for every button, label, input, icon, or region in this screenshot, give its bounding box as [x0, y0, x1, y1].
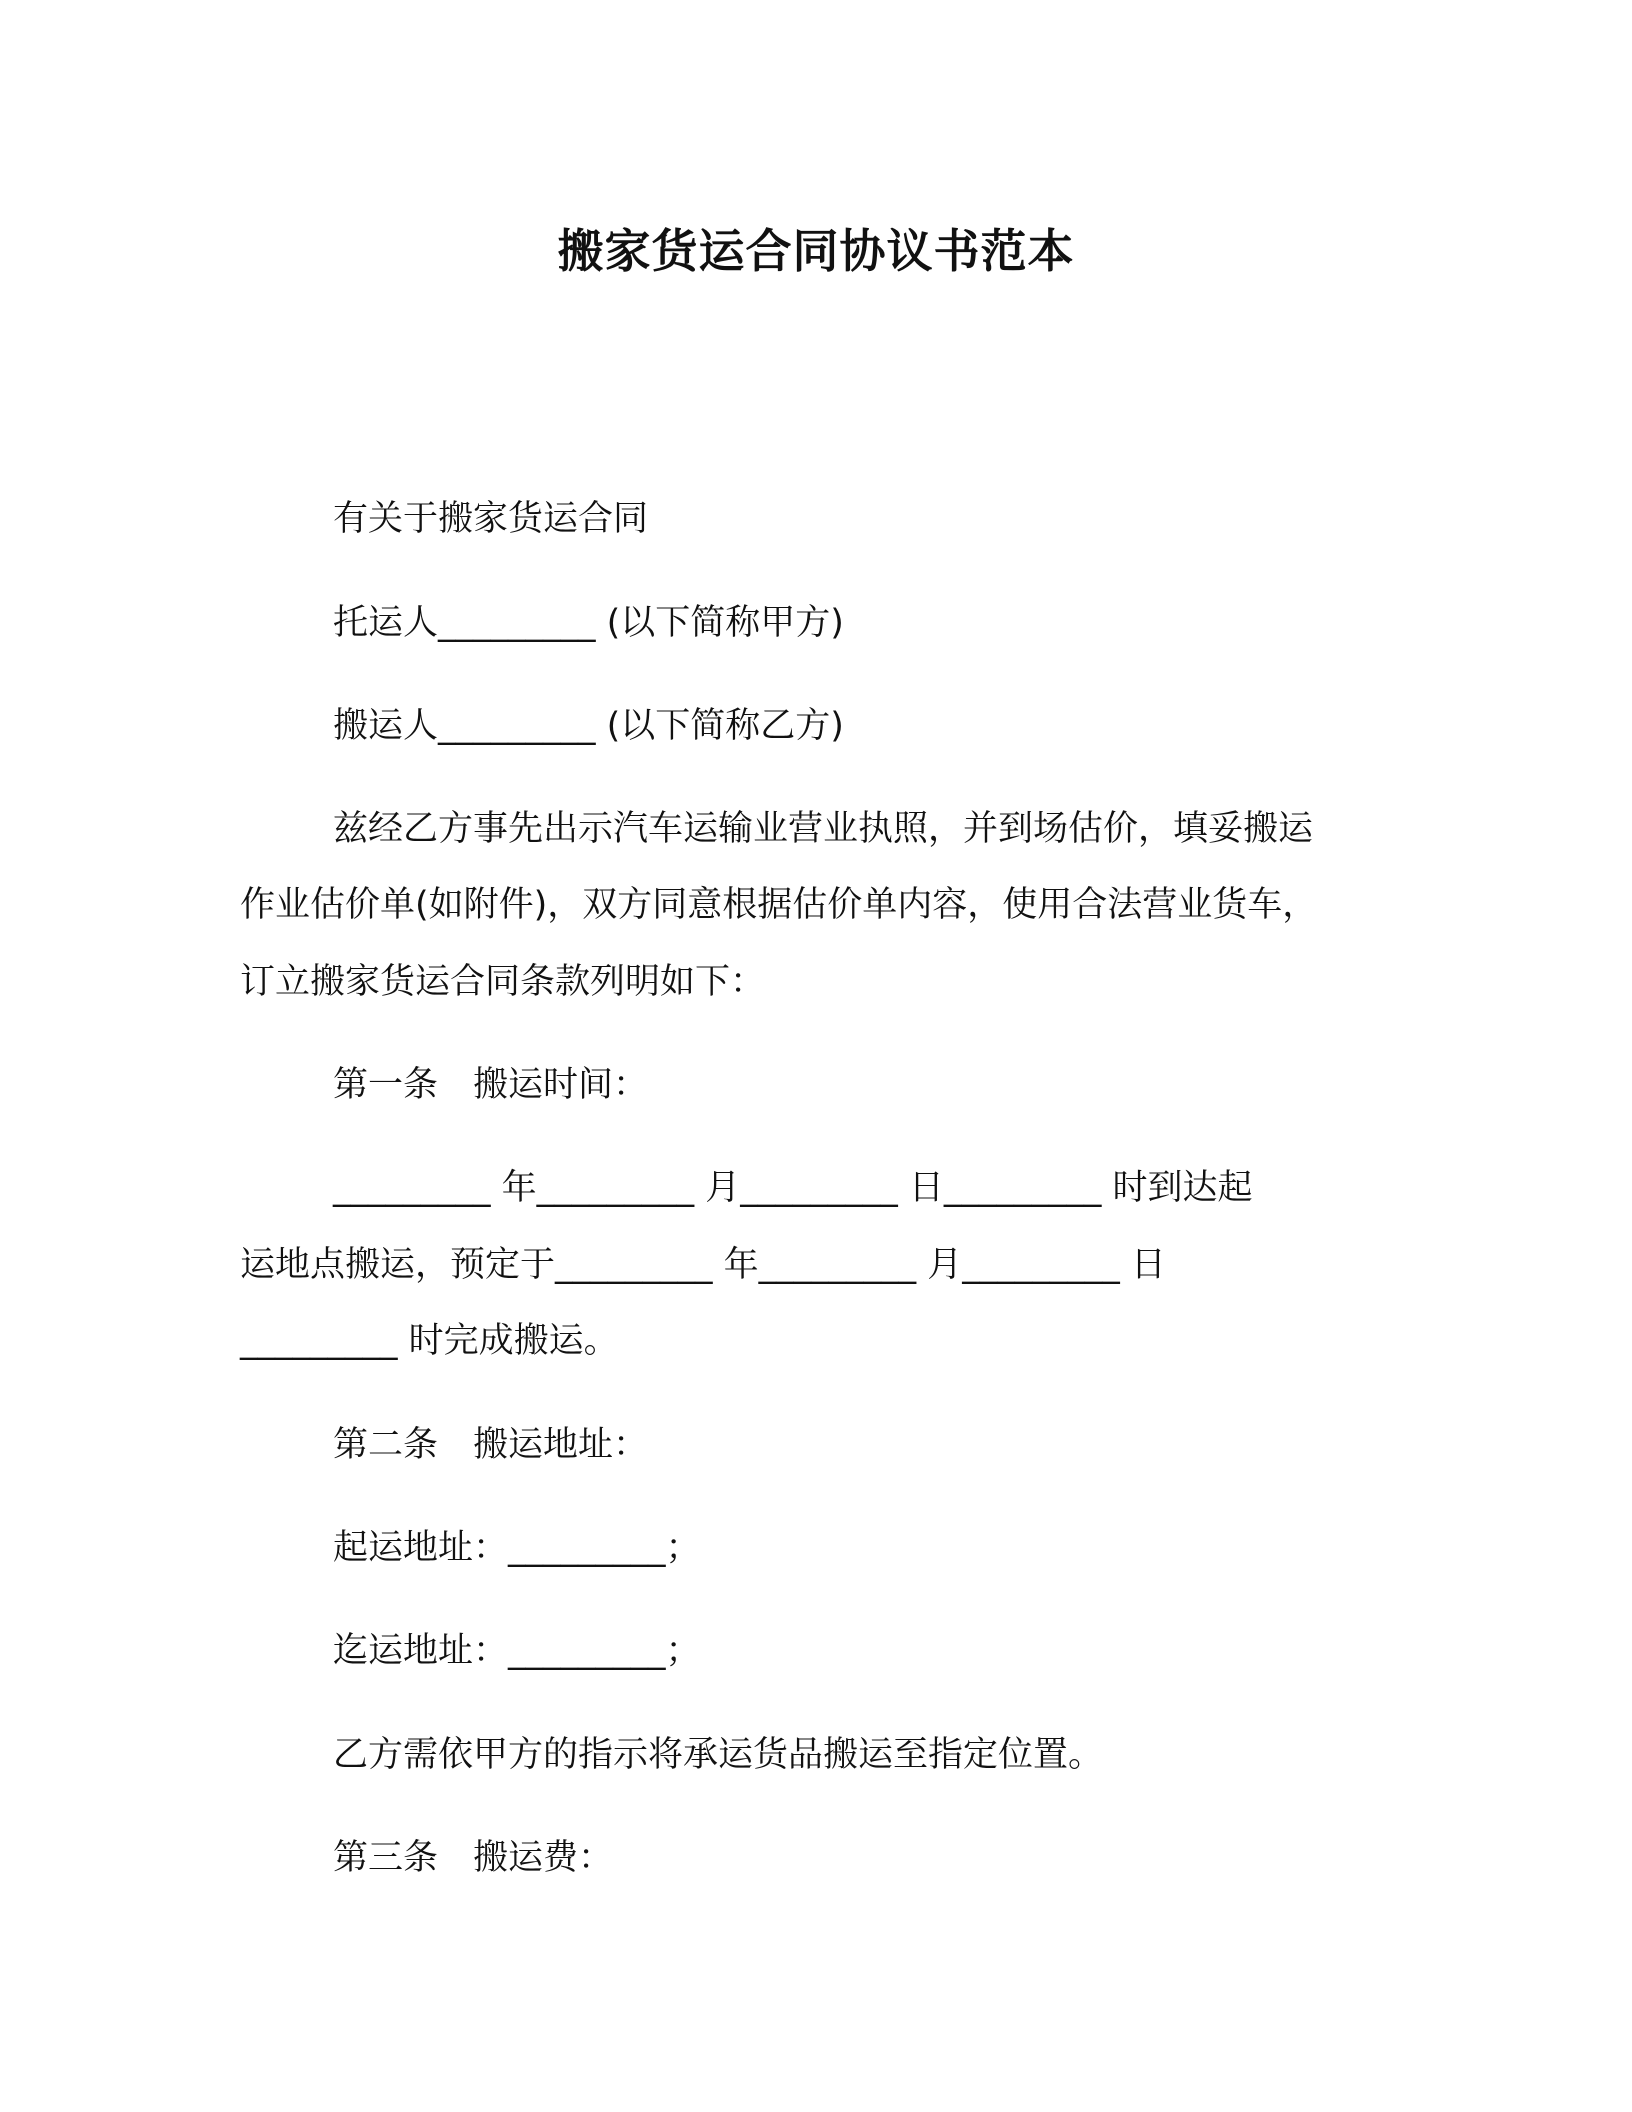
origin-address-line: 起运地址：_________； [333, 1528, 701, 1568]
consignor-line: 托运人_________ (以下简称甲方) [333, 603, 844, 643]
carrier-line: 搬运人_________ (以下简称乙方) [333, 706, 844, 746]
preamble-line-2: 作业估价单(如附件)，双方同意根据估价单内容，使用合法营业货车， [240, 885, 1318, 925]
article-2-heading: 第二条 搬运地址： [333, 1425, 649, 1465]
article-1-line-3: _________ 时完成搬运。 [240, 1321, 619, 1361]
article-1-line-1: _________ 年_________ 月_________ 日_________ 时到达起 [333, 1168, 1253, 1208]
document-title: 搬家货运合同协议书范本 [557, 224, 1075, 278]
preamble-line-3: 订立搬家货运合同条款列明如下： [240, 962, 766, 1002]
article-1-line-2: 运地点搬运，预定于_________ 年_________ 月_________ 日 [240, 1245, 1166, 1285]
article-2-note: 乙方需依甲方的指示将承运货品搬运至指定位置。 [333, 1735, 1104, 1775]
article-1-heading: 第一条 搬运时间： [333, 1065, 649, 1105]
article-3-heading: 第三条 搬运费： [333, 1838, 614, 1878]
destination-address-line: 迄运地址：_________； [333, 1631, 701, 1671]
preamble-line-1: 兹经乙方事先出示汽车运输业营业执照，并到场估价，填妥搬运 [333, 809, 1314, 849]
intro-line: 有关于搬家货运合同 [333, 499, 649, 539]
